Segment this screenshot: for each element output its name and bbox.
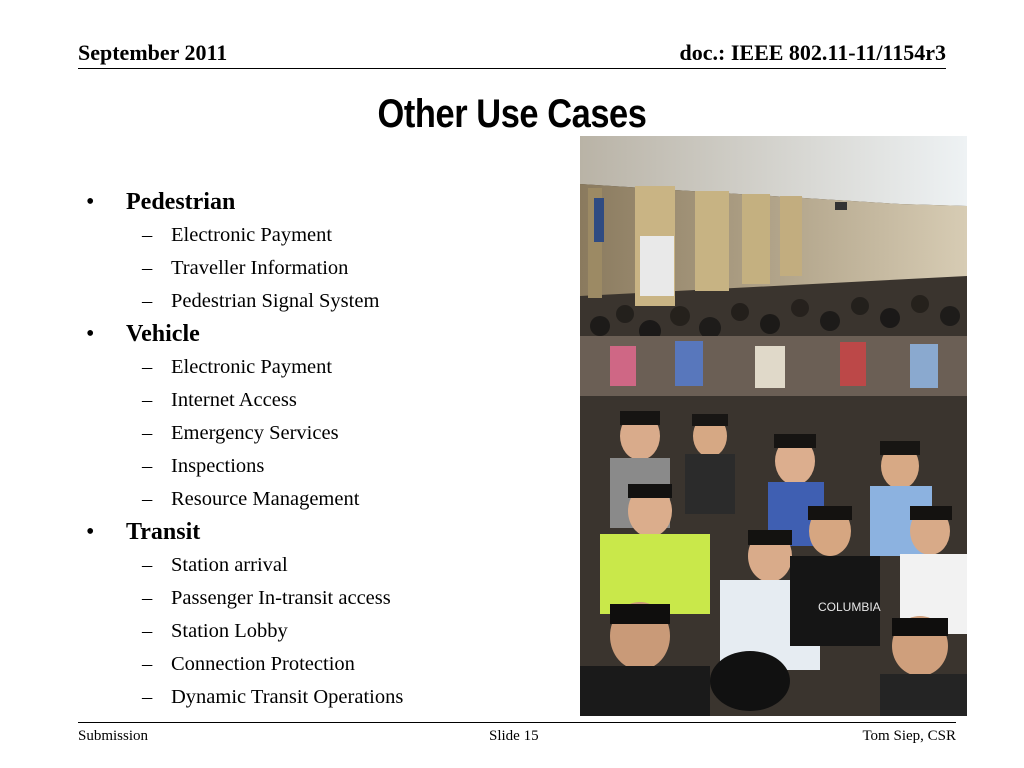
footer-author: Tom Siep, CSR — [862, 728, 956, 744]
dash-marker: – — [142, 686, 153, 708]
bullet-label: Pedestrian — [126, 189, 236, 215]
sub-item — [86, 252, 566, 285]
dash-marker: – — [142, 422, 153, 444]
sub-item — [86, 219, 566, 252]
sub-item-label: Inspections — [171, 455, 265, 477]
sub-item — [86, 351, 566, 384]
dash-marker: – — [142, 389, 153, 411]
sub-item — [86, 549, 566, 582]
footer-slide-number: Slide 15 — [489, 728, 539, 744]
bullet-marker: • — [86, 519, 95, 545]
bullet-label: Vehicle — [126, 321, 200, 347]
slide-title: Other Use Cases — [377, 92, 647, 136]
sub-item-label: Internet Access — [171, 389, 297, 411]
sub-item — [86, 285, 566, 318]
header-doc-id: doc.: IEEE 802.11-11/1154r3 — [679, 40, 946, 65]
dash-marker: – — [142, 224, 153, 246]
bullet-list — [86, 186, 566, 714]
dash-marker: – — [142, 554, 153, 576]
dash-marker: – — [142, 488, 153, 510]
dash-marker: – — [142, 257, 153, 279]
shirt-text: COLUMBIA — [818, 600, 881, 614]
sub-item — [86, 384, 566, 417]
dash-marker: – — [142, 620, 153, 642]
sub-item — [86, 582, 566, 615]
dash-marker: – — [142, 455, 153, 477]
sub-item-label: Pedestrian Signal System — [171, 290, 380, 312]
sub-item-label: Station arrival — [171, 554, 288, 576]
sub-item-label: Connection Protection — [171, 653, 355, 675]
sub-item — [86, 681, 566, 714]
bullet-marker: • — [86, 189, 95, 215]
sub-item-label: Passenger In-transit access — [171, 587, 391, 609]
dash-marker: – — [142, 587, 153, 609]
sub-item — [86, 483, 566, 516]
sub-item-label: Resource Management — [171, 488, 360, 510]
dash-marker: – — [142, 356, 153, 378]
sub-item-label: Dynamic Transit Operations — [171, 686, 404, 708]
sub-item-label: Station Lobby — [171, 620, 288, 642]
footer-submission: Submission — [78, 728, 149, 744]
sub-item-label: Traveller Information — [171, 257, 349, 279]
bullet-item — [86, 516, 566, 549]
header-rule — [78, 68, 946, 69]
sub-item — [86, 648, 566, 681]
sub-item-label: Electronic Payment — [171, 356, 333, 378]
sub-item — [86, 450, 566, 483]
sub-item-label: Emergency Services — [171, 422, 339, 444]
footer-rule — [78, 722, 956, 723]
dash-marker: – — [142, 290, 153, 312]
bullet-item — [86, 186, 566, 219]
crowd-photo — [580, 136, 967, 716]
bullet-label: Transit — [126, 519, 201, 545]
sub-item-label: Electronic Payment — [171, 224, 333, 246]
sub-item — [86, 615, 566, 648]
bullet-item — [86, 318, 566, 351]
bullet-marker: • — [86, 321, 95, 347]
sub-item — [86, 417, 566, 450]
dash-marker: – — [142, 653, 153, 675]
header-date: September 2011 — [78, 40, 228, 65]
